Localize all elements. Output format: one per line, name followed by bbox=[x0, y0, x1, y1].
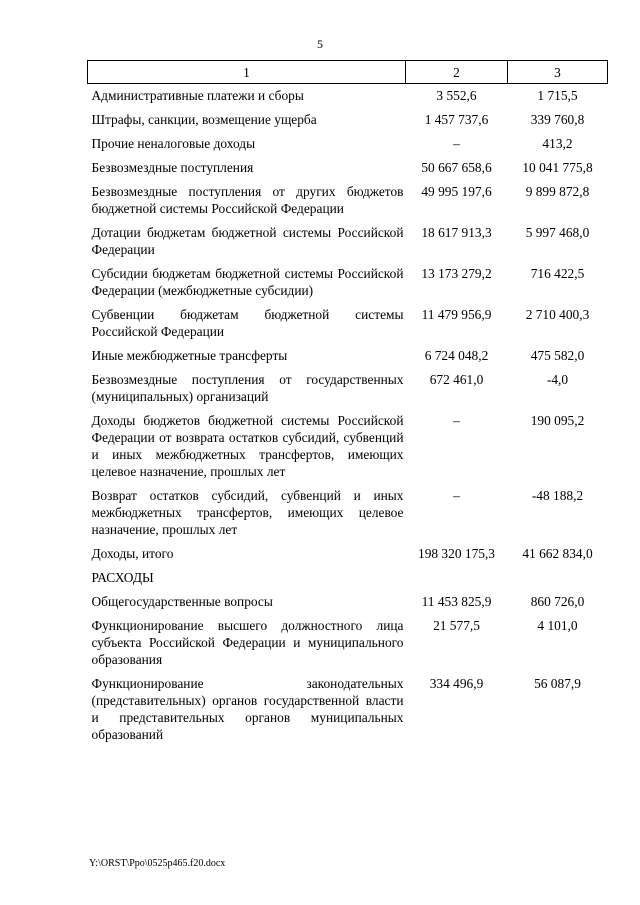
page-number: 5 bbox=[317, 37, 323, 51]
row-value-col2: 672 461,0 bbox=[429, 372, 484, 387]
row-value-col3: 413,2 bbox=[542, 136, 573, 151]
row-value-col2: – bbox=[453, 413, 460, 428]
row-value-col3: 716 422,5 bbox=[530, 266, 585, 281]
row-value-col3: 339 760,8 bbox=[530, 112, 585, 127]
row-value-col3: 41 662 834,0 bbox=[522, 546, 593, 561]
table-row bbox=[88, 409, 608, 484]
column-header-3: 3 bbox=[508, 61, 608, 84]
table-row bbox=[88, 84, 608, 109]
table-row bbox=[88, 672, 608, 747]
row-name-cell: Дотации бюджетам бюджетной системы Российской Федерации bbox=[91, 225, 404, 257]
row-name-cell: РАСХОДЫ bbox=[91, 570, 154, 585]
row-name-cell: Штрафы, санкции, возмещение ущерба bbox=[91, 112, 317, 127]
table-row bbox=[88, 108, 608, 132]
row-value-col2: 198 320 175,3 bbox=[418, 546, 495, 561]
row-name-cell: Функционирование высшего должностного лица субъекта Российской Федерации и муниципального образования bbox=[91, 618, 404, 667]
row-name-cell: Возврат остатков субсидий, субвенций и иных межбюджетных трансфертов, имеющих целевое назначение, прошлых лет bbox=[91, 488, 404, 537]
table-row bbox=[88, 262, 608, 303]
row-value-col3: 9 899 872,8 bbox=[525, 184, 590, 199]
row-value-col2: 13 173 279,2 bbox=[421, 266, 492, 281]
table-row bbox=[88, 590, 608, 614]
row-name-cell: Безвозмездные поступления от государственных (муниципальных) организаций bbox=[91, 372, 404, 404]
row-value-col3: -4,0 bbox=[546, 372, 569, 387]
column-header-2: 2 bbox=[406, 61, 508, 84]
row-name-cell: Субсидии бюджетам бюджетной системы Российской Федерации (межбюджетные субсидии) bbox=[91, 266, 404, 298]
table-row bbox=[88, 344, 608, 368]
table-row bbox=[88, 484, 608, 542]
table-row bbox=[88, 156, 608, 180]
row-value-col3: 475 582,0 bbox=[530, 348, 585, 363]
table-row bbox=[88, 566, 608, 590]
row-value-col2: 49 995 197,6 bbox=[421, 184, 492, 199]
row-name-cell: Функционирование законодательных (представительных) органов государственной власти и представительных органов муниципальных образований bbox=[91, 676, 404, 742]
row-value-col3: 2 710 400,3 bbox=[525, 307, 590, 322]
row-value-col2: 18 617 913,3 bbox=[421, 225, 492, 240]
row-value-col3 bbox=[508, 566, 608, 590]
row-value-col2: 50 667 658,6 bbox=[421, 160, 492, 175]
table-row bbox=[88, 132, 608, 156]
row-name-cell: Иные межбюджетные трансферты bbox=[91, 348, 288, 363]
row-name-cell: Доходы, итого bbox=[91, 546, 174, 561]
row-name-cell: Доходы бюджетов бюджетной системы Российской Федерации от возврата остатков субсидий, субвенций и иных межбюджетных трансфертов, имеющих целевое назначение, прошлых лет bbox=[91, 413, 404, 479]
row-value-col3: 4 101,0 bbox=[537, 618, 578, 633]
table-row bbox=[88, 180, 608, 221]
budget-table bbox=[87, 60, 608, 747]
table-row bbox=[88, 614, 608, 672]
row-name-cell: Безвозмездные поступления от других бюджетов бюджетной системы Российской Федерации bbox=[91, 184, 404, 216]
row-value-col2: – bbox=[453, 488, 460, 503]
row-name-cell: Прочие неналоговые доходы bbox=[91, 136, 256, 151]
row-value-col3: 10 041 775,8 bbox=[522, 160, 593, 175]
row-name-cell: Безвозмездные поступления bbox=[91, 160, 254, 175]
row-value-col2: 11 453 825,9 bbox=[421, 594, 492, 609]
table-row bbox=[88, 542, 608, 566]
row-value-col3: 860 726,0 bbox=[530, 594, 585, 609]
footer-file-path: Y:\ORST\Ppo\0525p465.f20.docx bbox=[89, 858, 226, 869]
row-value-col2: 3 552,6 bbox=[436, 88, 477, 103]
row-name-cell: Общегосударственные вопросы bbox=[91, 594, 273, 609]
row-value-col2 bbox=[406, 566, 508, 590]
table-row bbox=[88, 221, 608, 262]
row-name-cell: Субвенции бюджетам бюджетной системы Российской Федерации bbox=[91, 307, 404, 339]
column-header-1: 1 bbox=[88, 61, 406, 84]
table-row bbox=[88, 368, 608, 409]
row-value-col3: 1 715,5 bbox=[537, 88, 578, 103]
row-value-col2: 11 479 956,9 bbox=[421, 307, 492, 322]
row-name-cell: Административные платежи и сборы bbox=[91, 88, 304, 103]
row-value-col3: 5 997 468,0 bbox=[525, 225, 590, 240]
row-value-col2: 21 577,5 bbox=[433, 618, 480, 633]
row-value-col3: 56 087,9 bbox=[534, 676, 581, 691]
table-row bbox=[88, 303, 608, 344]
row-value-col3: 190 095,2 bbox=[530, 413, 585, 428]
row-value-col2: 334 496,9 bbox=[429, 676, 484, 691]
row-value-col3: -48 188,2 bbox=[531, 488, 584, 503]
table-header-row bbox=[88, 61, 608, 84]
row-value-col2: 6 724 048,2 bbox=[424, 348, 489, 363]
row-value-col2: 1 457 737,6 bbox=[424, 112, 489, 127]
row-value-col2: – bbox=[453, 136, 460, 151]
